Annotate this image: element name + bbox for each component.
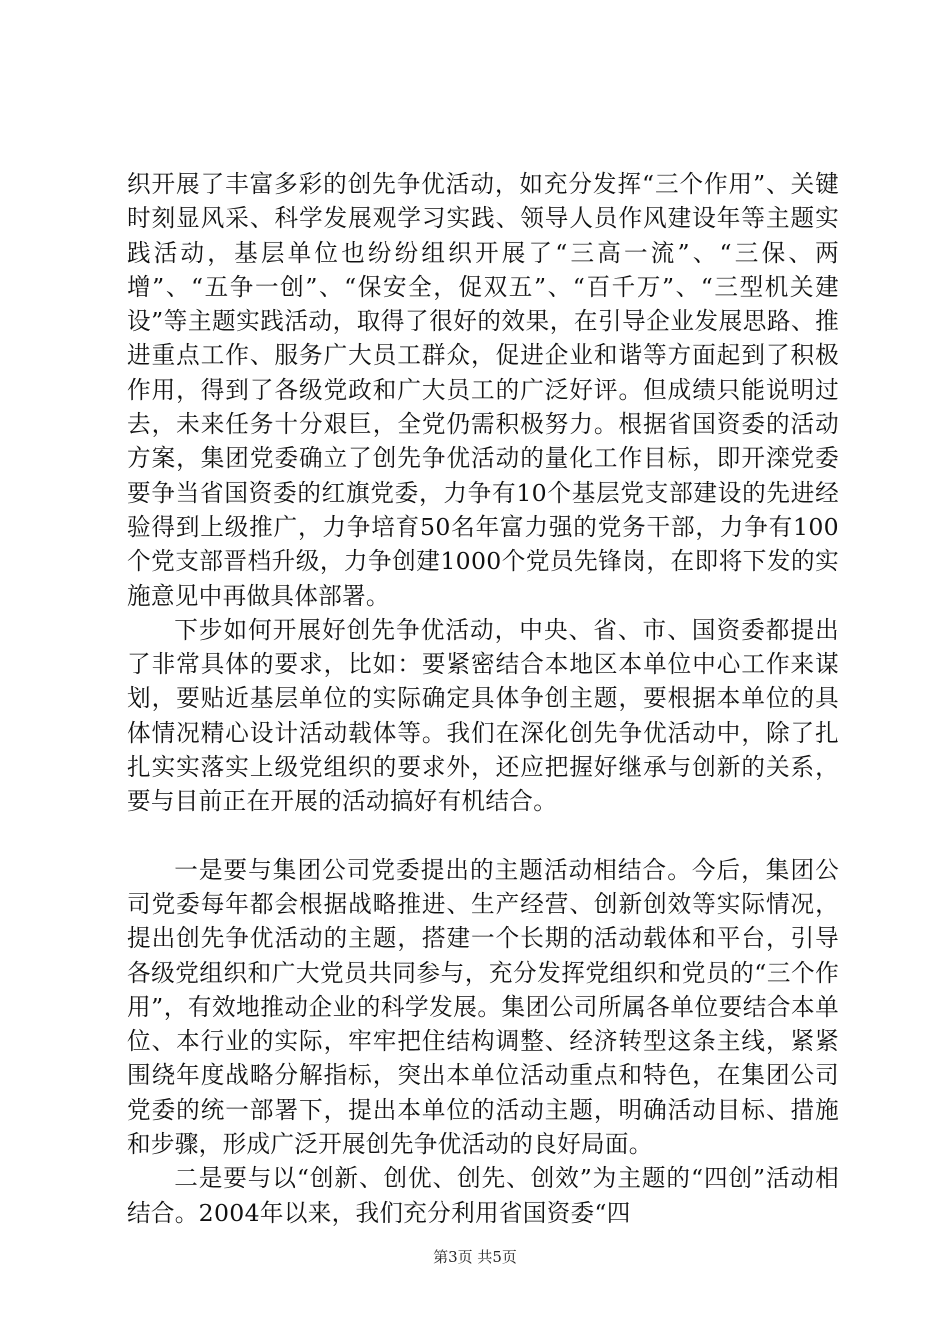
document-body [127,167,839,1230]
paragraph-continued-achievements: 织开展了丰富多彩的创先争优活动，如充分发挥“三个作用”、关键时刻显风采、科学发展观学习实践、领导人员作风建设年等主题实践活动，基层单位也纷纷组织开展了“三高一流”、“三保、两增”、“五争一创”、“保安全，促双五”、“百千万”、“三型机关建设”等主题实践活动，取得了很好的效果，在引导企业发展思路、推进重点工作、服务广大员工群众，促进企业和谐等方面起到了积极作用，得到了各级党政和广大员工的广泛好评。但成绩只能说明过去，未来任务十分艰巨，全党仍需积极努力。根据省国资委的活动方案，集团党委确立了创先争优活动的量化工作目标，即开滦党委要争当省国资委的红旗党委，力争有10个基层党支部建设的先进经验得到上级推广，力争培育50名年富力强的党务干部，力争有100个党支部晋档升级，力争创建1000个党员先锋岗，在即将下发的实施意见中再做具体部署。 [127,170,839,610]
page-number-footer: 第3页 共5页 [433,1248,517,1266]
paragraph-next-steps: 下步如何开展好创先争优活动，中央、省、市、国资委都提出了非常具体的要求，比如：要紧密结合本地区本单位中心工作来谋划，要贴近基层单位的实际确定具体争创主题，要根据本单位的具体情况精心设计活动载体等。我们在深化创先争优活动中，除了扎扎实实落实上级党组织的要求外，还应把握好继承与创新的关系，要与目前正在开展的活动搞好有机结合。 [127,615,839,816]
paragraph-point-two: 二是要与以“创新、创优、创先、创效”为主题的“四创”活动相结合。2004年以来，我们充分利用省国资委“四 [127,1164,839,1227]
paragraph-point-one: 一是要与集团公司党委提出的主题活动相结合。今后，集团公司党委每年都会根据战略推进、生产经营、创新创效等实际情况，提出创先争优活动的主题，搭建一个长期的活动载体和平台，引导各级党组织和广大党员共同参与，充分发挥党组织和党员的“三个作用”，有效地推动企业的科学发展。集团公司所属各单位要结合本单位、本行业的实际，牢牢把住结构调整、经济转型这条主线，紧紧围绕年度战略分解指标，突出本单位活动重点和特色，在集团公司党委的统一部署下，提出本单位的活动主题，明确活动目标、措施和步骤，形成广泛开展创先争优活动的良好局面。 [127,855,839,1159]
